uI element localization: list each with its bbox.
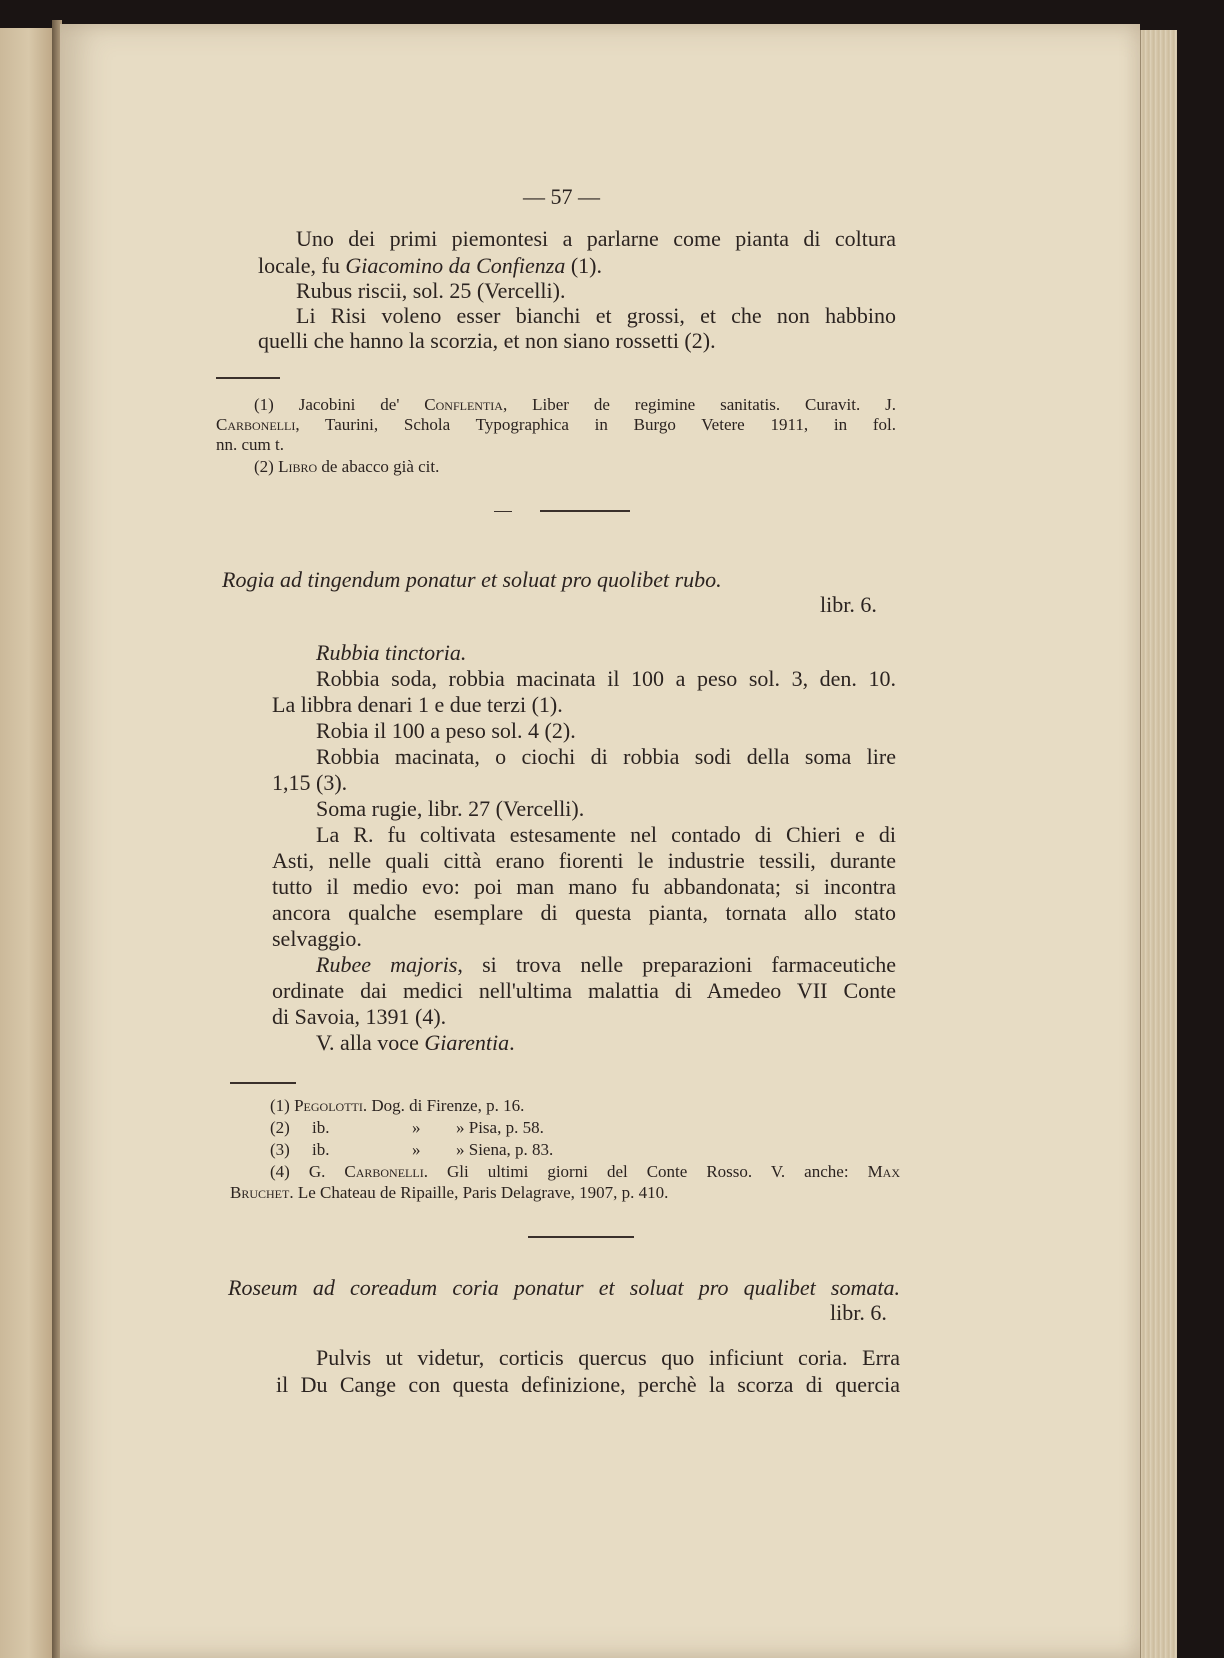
body-line: Asti, nelle quali città erano fiorenti le industrie tessili, durante	[272, 848, 896, 873]
author-name: Bruchet	[230, 1183, 290, 1202]
footnote-line: » Pisa, p. 58.	[456, 1118, 544, 1137]
body-line: Pulvis ut videtur, corticis quercus quo inficiunt coria. Erra	[316, 1345, 900, 1370]
body-line: tutto il medio evo: poi man mano fu abbandonata; si incontra	[272, 874, 896, 899]
author-name: Carbonelli	[344, 1162, 424, 1181]
footnote-ditto: »	[412, 1118, 421, 1137]
author-name: Giacomino da Confienza	[345, 253, 566, 278]
text-run: V. alla voce	[316, 1030, 425, 1055]
footnote-ditto: »	[412, 1140, 421, 1159]
title-name: Libro	[278, 457, 318, 476]
author-name: Max	[867, 1162, 901, 1181]
footnote-line	[254, 456, 439, 477]
body-line: ancora qualche esemplare di questa pianta, tornata allo stato	[272, 900, 896, 925]
page-stack-edge	[1140, 30, 1177, 1658]
entry-heading: Rogia ad tingendum ponatur et soluat pro quolibet rubo.	[222, 567, 722, 592]
section-divider-dash	[494, 511, 512, 512]
body-line: Li Risi voleno esser bianchi et grossi, et che non habbino	[296, 303, 896, 328]
body-line	[316, 952, 896, 978]
page-number: — 57 —	[523, 184, 600, 209]
footnote-ibid: ib.	[312, 1118, 330, 1137]
author-name: Pegolotti	[294, 1096, 363, 1115]
text-run: , si trova nelle preparazioni farmaceutiche	[457, 952, 897, 977]
body-line: 1,15 (3).	[272, 770, 348, 795]
left-page-edge	[0, 28, 53, 1658]
body-line: Rubus riscii, sol. 25 (Vercelli).	[296, 278, 566, 303]
section-divider	[528, 1236, 634, 1238]
entry-price: libr. 6.	[830, 1300, 887, 1325]
body-line: quelli che hanno la scorzia, et non siano rossetti (2).	[258, 328, 716, 353]
footnote-line	[254, 394, 896, 415]
entry-price: libr. 6.	[820, 592, 877, 617]
body-line: Soma rugie, libr. 27 (Vercelli).	[316, 796, 585, 821]
footnote-line	[230, 1182, 668, 1203]
text-run: . Gli ultimi giorni del Conte Rosso. V. anche:	[423, 1162, 868, 1181]
text-run: (1)	[270, 1096, 295, 1115]
text-run: (2)	[254, 457, 279, 476]
footnote-line	[270, 1161, 900, 1182]
body-line: Rubbia tinctoria.	[316, 640, 467, 665]
body-line: Robia il 100 a peso sol. 4 (2).	[316, 718, 576, 743]
footnote-line: nn. cum t.	[216, 435, 284, 454]
text-run: (1).	[565, 253, 603, 278]
body-line: Uno dei primi piemontesi a parlarne come pianta di coltura	[296, 226, 896, 251]
body-line	[258, 253, 602, 279]
text-run: , Taurini, Schola Typographica in Burgo Vetere 1911, in fol.	[295, 415, 896, 434]
text-run: de abacco già cit.	[317, 457, 440, 476]
text-run: .	[509, 1030, 515, 1055]
body-line: di Savoia, 1391 (4).	[272, 1004, 447, 1029]
footnote-separator	[216, 377, 280, 379]
text-run: locale, fu	[258, 253, 346, 278]
entry-heading: Roseum ad coreadum coria ponatur et soluat pro qualibet somata.	[228, 1275, 900, 1300]
body-line: La libbra denari 1 e due terzi (1).	[272, 692, 563, 717]
text-run: . Le Chateau de Ripaille, Paris Delagrave, 1907, p. 410.	[289, 1183, 669, 1202]
footnote-ibid: ib.	[312, 1140, 330, 1159]
body-line: La R. fu coltivata estesamente nel contado di Chieri e di	[316, 822, 896, 847]
footnote-line: (3)	[270, 1140, 290, 1159]
text-run: , Liber de regimine sanitatis. Curavit. J.	[502, 395, 896, 414]
body-line: ordinate dai medici nell'ultima malattia di Amedeo VII Conte	[272, 978, 896, 1003]
footnote-line: (2)	[270, 1118, 290, 1137]
latin-term: Rubee majoris	[316, 952, 458, 977]
author-name: Conflentia	[424, 395, 503, 414]
footnote-separator	[230, 1082, 296, 1084]
text-run: (1) Jacobini de'	[254, 395, 425, 414]
body-line: selvaggio.	[272, 926, 362, 951]
body-line: Robbia soda, robbia macinata il 100 a peso sol. 3, den. 10.	[316, 666, 896, 691]
author-name: Carbonelli	[216, 415, 296, 434]
cross-reference: Giarentia	[424, 1030, 510, 1055]
body-line: Robbia macinata, o ciochi di robbia sodi della soma lire	[316, 744, 896, 769]
footnote-line	[270, 1095, 524, 1116]
footnote-line	[216, 414, 896, 435]
footnote-line: » Siena, p. 83.	[456, 1140, 554, 1159]
text-run: . Dog. di Firenze, p. 16.	[362, 1096, 525, 1115]
body-line	[316, 1030, 515, 1056]
text-run: (4) G.	[270, 1162, 345, 1181]
section-divider	[540, 510, 630, 512]
body-line: il Du Cange con questa definizione, perchè la scorza di quercia	[276, 1372, 900, 1397]
